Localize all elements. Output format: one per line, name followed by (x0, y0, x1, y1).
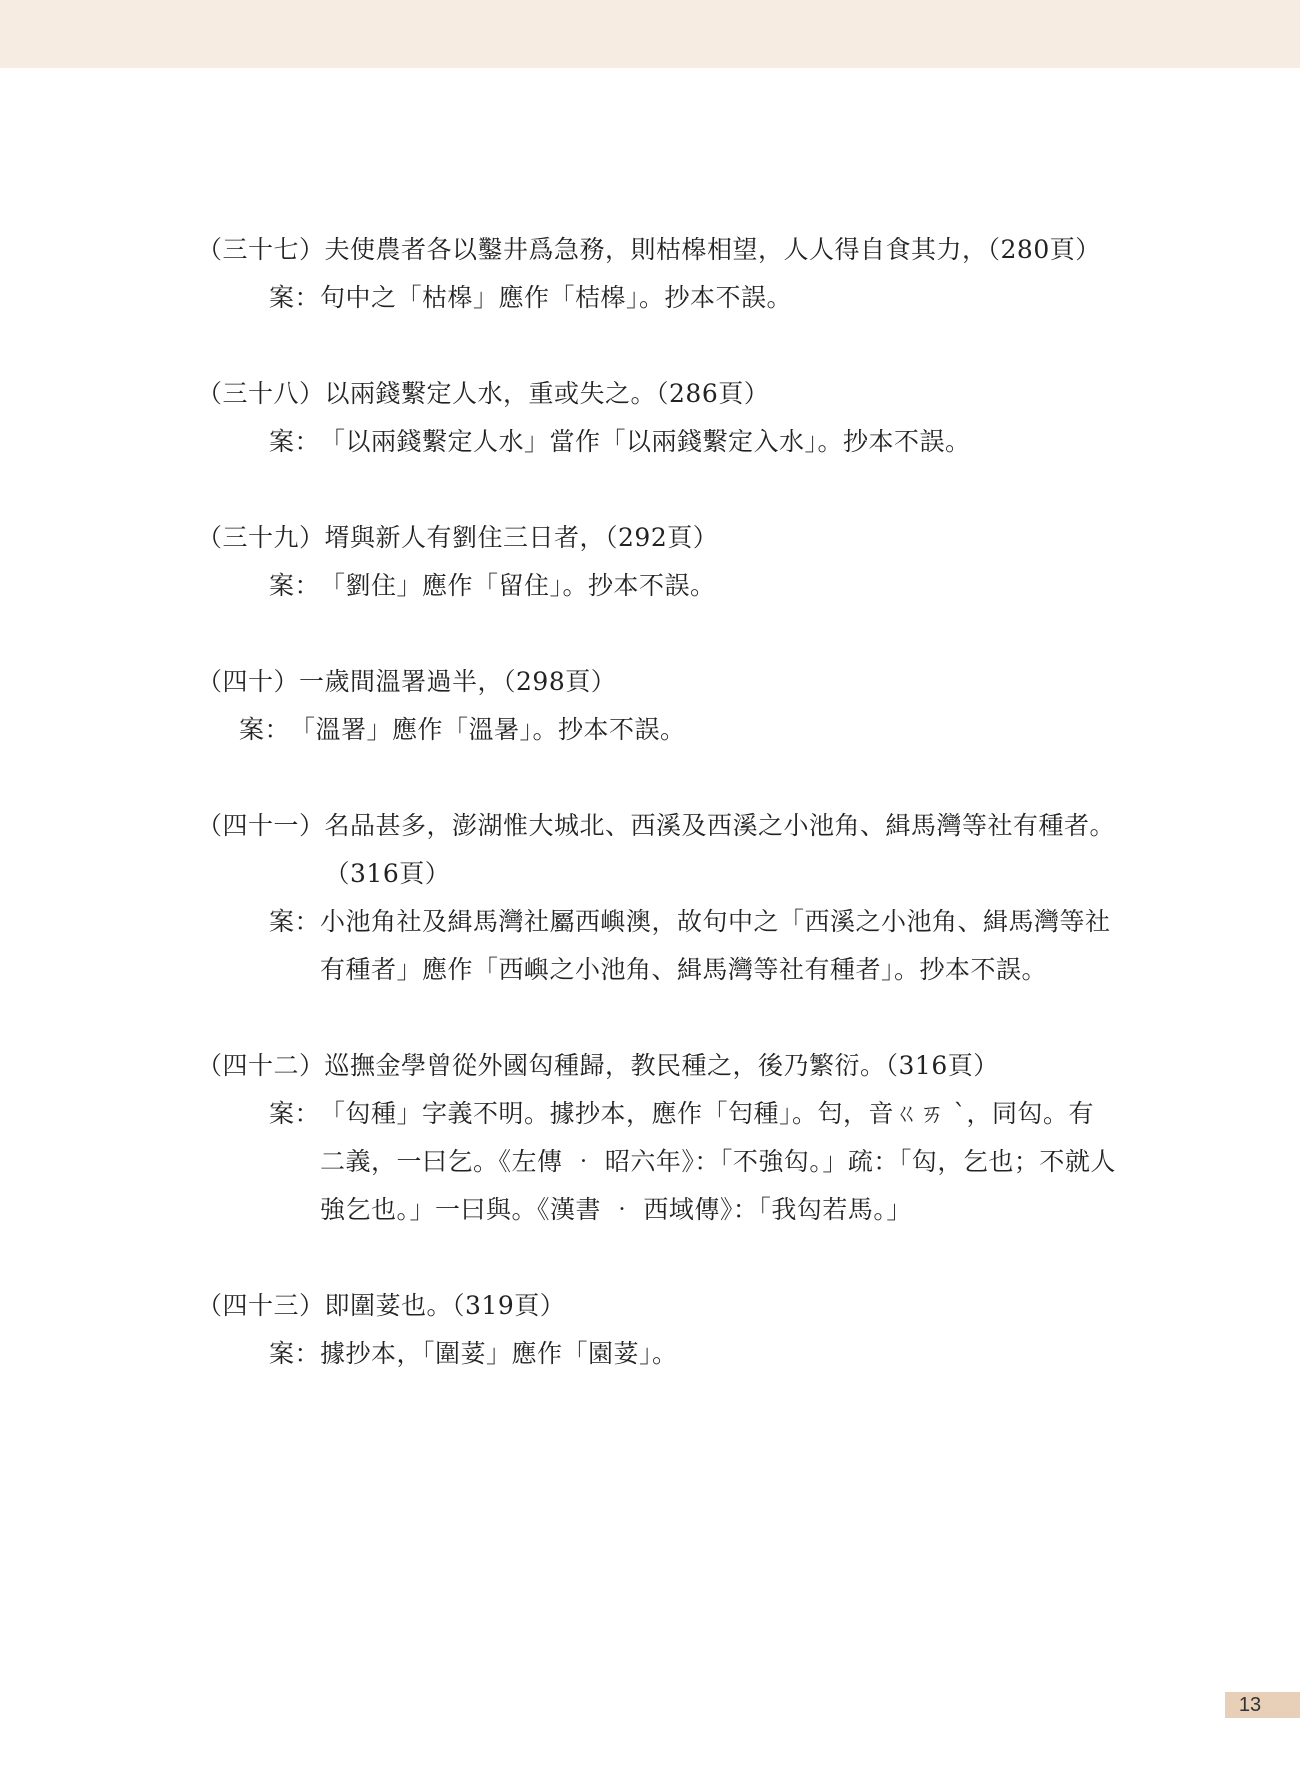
entry-text: 壻與新人有劉住三日者，（292頁） (324, 523, 719, 552)
entry-39 (197, 514, 1117, 610)
entry-quote (197, 802, 1117, 898)
annotation-label: 案： (239, 715, 291, 744)
entry-quote (197, 226, 1117, 274)
header-band (0, 0, 1300, 68)
entry-text: 名品甚多，澎湖惟大城北、西溪及西溪之小池角、緝馬灣等社有種者。（316頁） (324, 811, 1116, 888)
annotation-text: 小池角社及緝馬灣社屬西嶼澳，故句中之「西溪之小池角、緝馬灣等社有種者」應作「西嶼之小池角、緝馬灣等社有種者」。抄本不誤。 (320, 907, 1111, 984)
annotation-text: 「以兩錢繫定人水」當作「以兩錢繫定入水」。抄本不誤。 (320, 427, 971, 456)
entry-annotation (197, 1090, 1117, 1234)
entry-text: 巡撫金學曾從外國匃種歸，教民種之，後乃繁衍。（316頁） (324, 1051, 999, 1080)
entry-40 (197, 658, 1117, 754)
entry-42 (197, 1042, 1117, 1234)
entry-quote (197, 514, 1117, 562)
entry-annotation (197, 274, 1117, 322)
entry-number: （三十七） (197, 235, 325, 264)
entry-number: （三十八） (197, 379, 325, 408)
annotation-text: 「匃種」字義不明。據抄本，應作「匄種」。匄，音ㄍㄞ ˋ，同匃。有二義，一曰乞。《左傳 ‧ 昭六年》：「不強匃。」疏：「匃，乞也；不就人強乞也。」一曰與。《漢書 ‧ 西域傳》：「我匃若馬。」 (320, 1099, 1116, 1224)
entry-annotation (197, 898, 1117, 994)
annotation-label: 案： (269, 907, 321, 936)
entry-text: 夫使農者各以鑿井爲急務，則枯槔相望，人人得自食其力，（280頁） (324, 235, 1101, 264)
annotation-label: 案： (269, 1339, 321, 1368)
entry-43 (197, 1282, 1117, 1378)
annotation-label: 案： (269, 427, 321, 456)
annotation-label: 案： (269, 1099, 321, 1128)
entry-number: （四十二） (197, 1051, 325, 1080)
annotation-label: 案： (269, 571, 321, 600)
entry-quote (197, 370, 1117, 418)
annotation-text: 「劉住」應作「留住」。抄本不誤。 (320, 571, 716, 600)
entry-quote (197, 1282, 1117, 1330)
entry-quote (197, 1042, 1117, 1090)
entry-number: （三十九） (197, 523, 325, 552)
entry-number: （四十三） (197, 1291, 325, 1320)
entry-annotation (197, 418, 1117, 466)
annotation-label: 案： (269, 283, 321, 312)
entry-annotation (197, 706, 1117, 754)
document-body (197, 226, 1117, 1426)
entry-quote (197, 658, 1117, 706)
entry-text: 即圍荽也。（319頁） (324, 1291, 566, 1320)
page-number: 13 (1238, 1694, 1262, 1716)
entry-text: 以兩錢繫定人水，重或失之。（286頁） (324, 379, 770, 408)
entry-number: （四十一） (197, 811, 325, 840)
entry-annotation (197, 562, 1117, 610)
entry-37 (197, 226, 1117, 322)
annotation-text: 句中之「枯槔」應作「桔槔」。抄本不誤。 (320, 283, 793, 312)
annotation-text: 據抄本，「圍荽」應作「園荽」。 (320, 1339, 678, 1368)
annotation-text: 「溫署」應作「溫暑」。抄本不誤。 (290, 715, 686, 744)
entry-number: （四十） (197, 667, 300, 696)
entry-41 (197, 802, 1117, 994)
entry-text: 一歲間溫署過半，（298頁） (299, 667, 617, 696)
entry-38 (197, 370, 1117, 466)
entry-annotation (197, 1330, 1117, 1378)
